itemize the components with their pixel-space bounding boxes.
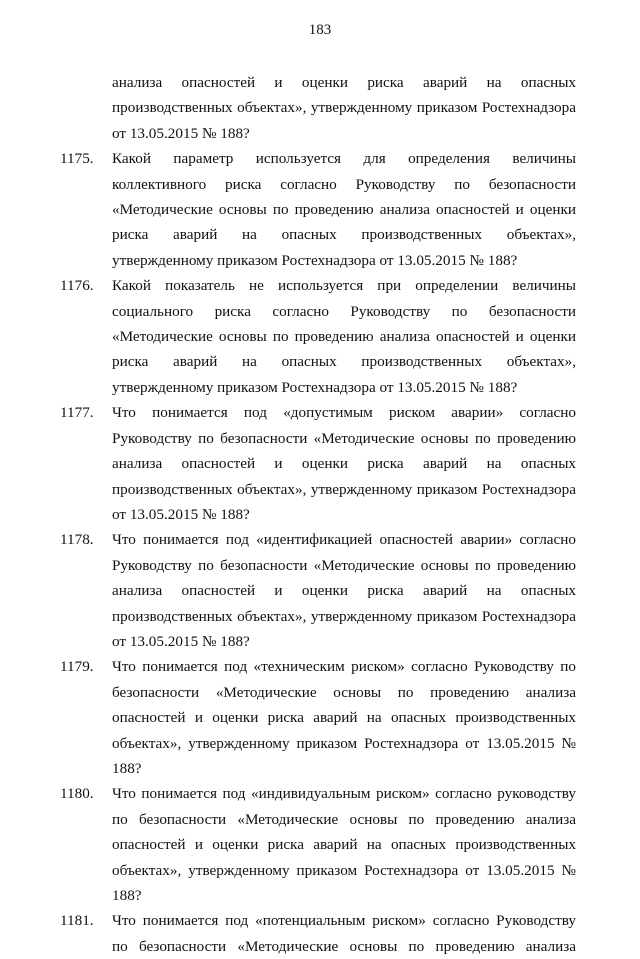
question-item xyxy=(60,908,576,959)
question-text: Какой параметр используется для определения величины коллективного риска согласно Руководству по безопасности «Методические основы по проведению анализа опасностей и оценки риска аварий на опасных производственных объектах», утвержденному приказом Ростехнадзора от 13.05.2015 № 188? xyxy=(112,150,576,269)
question-number: 1179. xyxy=(60,658,94,676)
question-number: 1178. xyxy=(60,531,94,549)
question-item xyxy=(60,527,576,654)
question-number: 1176. xyxy=(60,277,94,295)
question-text: Что понимается под «техническим риском» согласно Руководству по безопасности «Методические основы по проведению анализа опасностей и оценки риска аварий на опасных производственных объектах», утвержденному приказом Ростехнадзора от 13.05.2015 № 188? xyxy=(112,658,576,777)
question-item xyxy=(60,400,576,527)
question-number: 1175. xyxy=(60,150,94,168)
question-text: Какой показатель не используется при определении величины социального риска согласно Руководству по безопасности «Методические основы по проведению анализа опасностей и оценки риска аварий на опасных производственных объектах», утвержденному приказом Ростехнадзора от 13.05.2015 № 188? xyxy=(112,277,576,396)
question-number: 1177. xyxy=(60,404,94,422)
question-item xyxy=(60,654,576,781)
question-item xyxy=(60,781,576,908)
page-number: 183 xyxy=(308,22,332,38)
question-text: Что понимается под «потенциальным риском» согласно Руководству по безопасности «Методические основы по проведению анализа xyxy=(112,912,576,955)
question-list xyxy=(60,70,576,959)
question-text: Что понимается под «допустимым риском аварии» согласно Руководству по безопасности «Методические основы по проведению анализа опасностей и оценки риска аварий на опасных производственных объектах», утвержденному приказом Ростехнадзора от 13.05.2015 № 188? xyxy=(112,404,576,523)
continuation-text: анализа опасностей и оценки риска аварий на опасных производственных объектах», утвержденному приказом Ростехнадзора от 13.05.2015 № 188? xyxy=(112,74,576,142)
question-number: 1180. xyxy=(60,785,94,803)
question-text: Что понимается под «индивидуальным риском» согласно руководству по безопасности «Методические основы по проведению анализа опасностей и оценки риска аварий на опасных производственных объектах», утвержденному приказом Ростехнадзора от 13.05.2015 № 188? xyxy=(112,785,576,904)
question-item xyxy=(60,273,576,400)
question-item xyxy=(60,146,576,273)
question-number: 1181. xyxy=(60,912,94,930)
question-text: Что понимается под «идентификацией опасностей аварии» согласно Руководству по безопасности «Методические основы по проведению анализа опасностей и оценки риска аварий на опасных производственных объектах», утвержденному приказом Ростехнадзора от 13.05.2015 № 188? xyxy=(112,531,576,650)
